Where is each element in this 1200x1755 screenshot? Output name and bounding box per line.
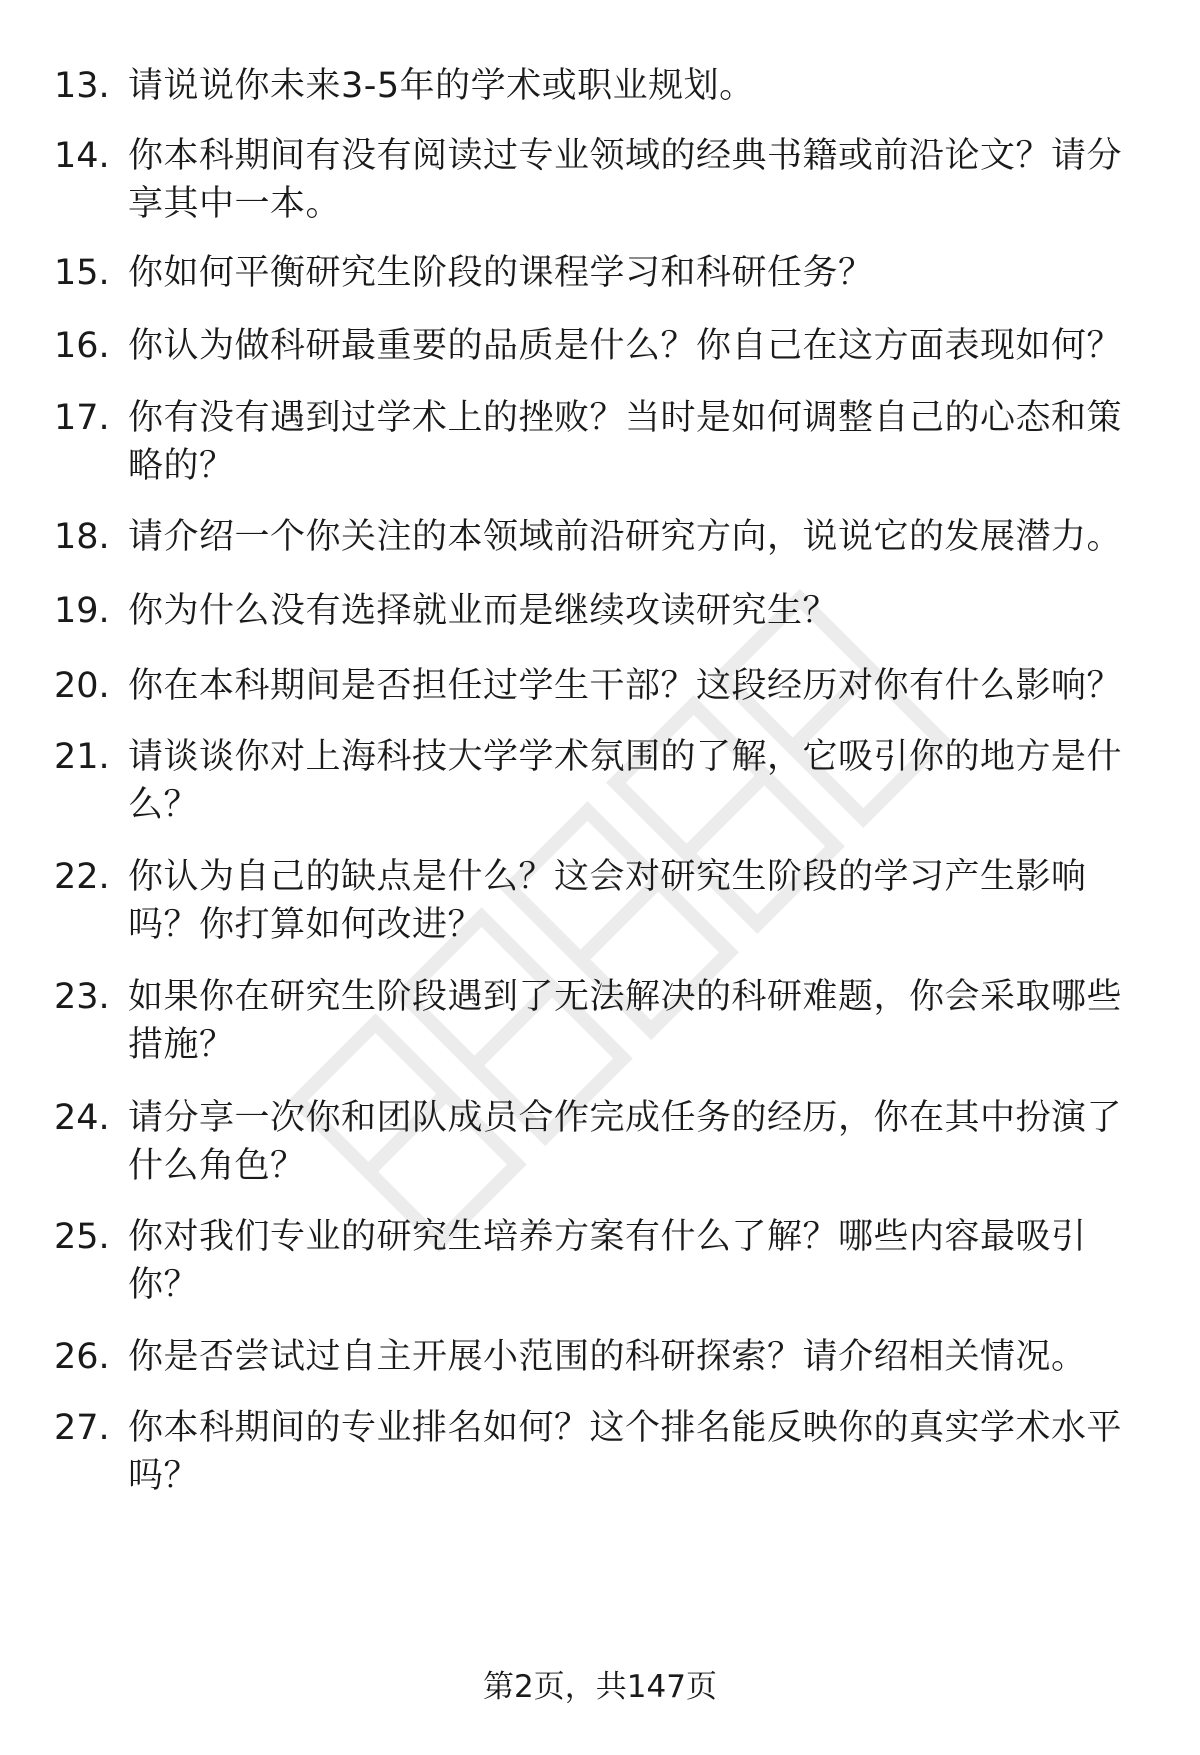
question-number: 24. xyxy=(54,1098,110,1138)
question-text: 如果你在研究生阶段遇到了无法解决的科研难题，你会采取哪些措施？ xyxy=(128,977,1123,1065)
question-number: 20. xyxy=(54,666,110,706)
question-text: 你有没有遇到过学术上的挫败？当时是如何调整自己的心态和策略的？ xyxy=(128,398,1123,486)
question-text: 请说说你未来3-5年的学术或职业规划。 xyxy=(128,66,755,106)
question-text: 你为什么没有选择就业而是继续攻读研究生？ xyxy=(128,591,839,631)
question-text: 你本科期间有没有阅读过专业领域的经典书籍或前沿论文？请分享其中一本。 xyxy=(128,136,1123,224)
question-text: 请分享一次你和团队成员合作完成任务的经历，你在其中扮演了什么角色？ xyxy=(128,1098,1123,1186)
question-text: 你如何平衡研究生阶段的课程学习和科研任务？ xyxy=(128,253,874,293)
question-text: 你本科期间的专业排名如何？这个排名能反映你的真实学术水平吗？ xyxy=(128,1408,1123,1496)
question-number: 26. xyxy=(54,1337,110,1377)
page-footer: 第2页，共147页 xyxy=(483,1669,717,1705)
question-number: 25. xyxy=(54,1217,110,1257)
question-text: 请谈谈你对上海科技大学学术氛围的了解，它吸引你的地方是什么？ xyxy=(128,737,1123,825)
question-number: 22. xyxy=(54,857,110,897)
question-text: 你认为做科研最重要的品质是什么？你自己在这方面表现如何？ xyxy=(128,326,1123,366)
question-number: 23. xyxy=(54,977,110,1017)
question-number: 13. xyxy=(54,66,110,106)
question-text: 请介绍一个你关注的本领域前沿研究方向，说说它的发展潜力。 xyxy=(128,517,1123,557)
question-number: 19. xyxy=(54,591,110,631)
question-number: 14. xyxy=(54,136,110,176)
question-number: 15. xyxy=(54,253,110,293)
question-number: 17. xyxy=(54,398,110,438)
question-text: 你对我们专业的研究生培养方案有什么了解？哪些内容最吸引你？ xyxy=(128,1217,1087,1305)
question-text: 你是否尝试过自主开展小范围的科研探索？请介绍相关情况。 xyxy=(128,1337,1087,1377)
question-number: 18. xyxy=(54,517,110,557)
question-text: 你认为自己的缺点是什么？这会对研究生阶段的学习产生影响吗？你打算如何改进？ xyxy=(128,857,1087,945)
question-number: 21. xyxy=(54,737,110,777)
question-number: 16. xyxy=(54,326,110,366)
question-number: 27. xyxy=(54,1408,110,1448)
question-text: 你在本科期间是否担任过学生干部？这段经历对你有什么影响？ xyxy=(128,666,1123,706)
